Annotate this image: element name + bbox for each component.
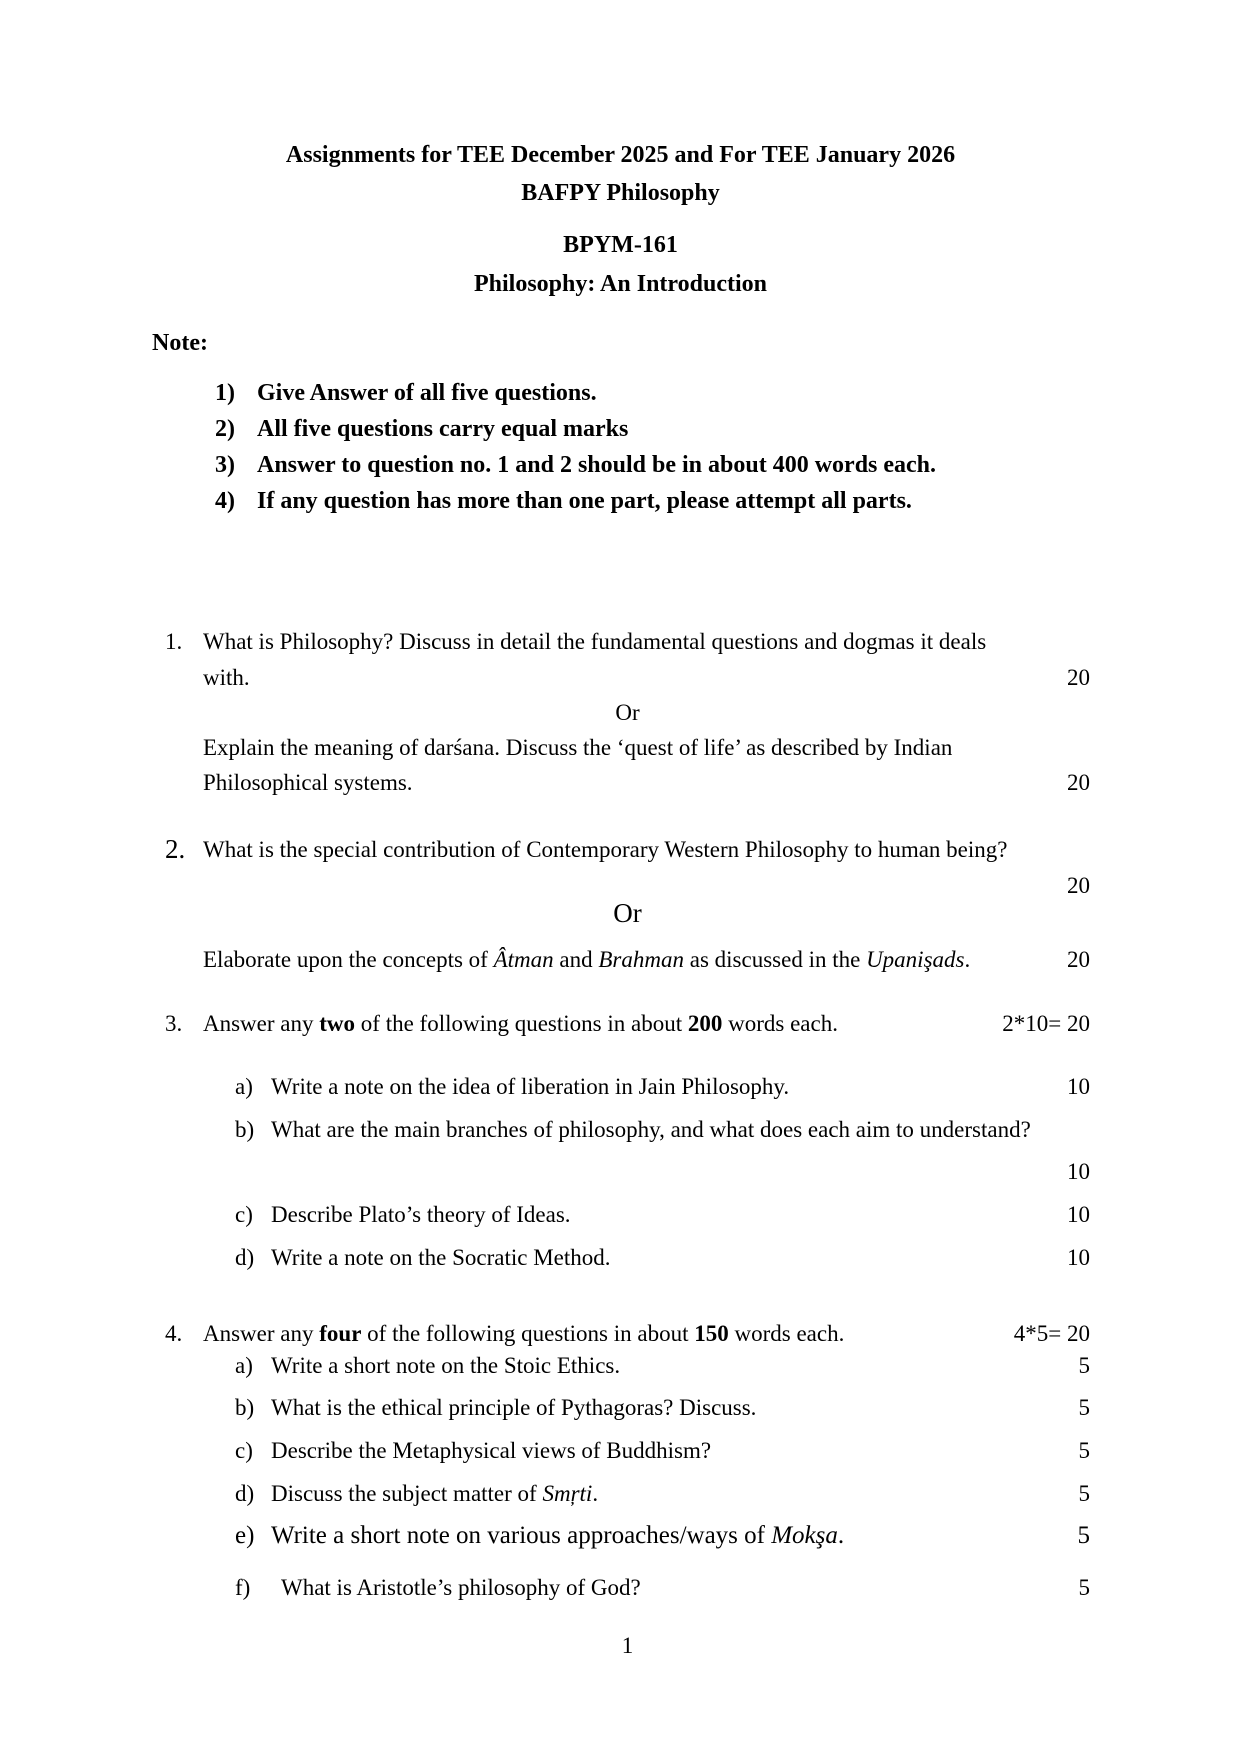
note-item-number: 3) [215, 452, 235, 478]
question-1-or-separator: Or [615, 700, 640, 725]
note-item [215, 483, 1115, 519]
doc-course-title: Philosophy: An Introduction [474, 271, 767, 297]
bold-term: 150 [694, 1321, 729, 1346]
indent-spacer [165, 870, 203, 901]
note-item-text: All five questions carry equal marks [257, 416, 629, 442]
note-item [215, 375, 1115, 411]
italic-term-upanisads: Upanişads [866, 947, 965, 972]
text-fragment: . [837, 1522, 845, 1549]
item-letter: c) [235, 1438, 253, 1463]
text-fragment: Discuss the subject matter of [271, 1481, 543, 1506]
text-fragment: of the following questions in about [355, 1011, 688, 1036]
item-marks: 5 [1078, 1481, 1090, 1506]
question-4-item-b [235, 1392, 1090, 1423]
question-4-header [165, 1318, 1090, 1349]
item-marks: 5 [1077, 1522, 1090, 1549]
item-letter: b) [235, 1395, 255, 1420]
text-fragment: words each. [722, 1011, 838, 1036]
doc-title: Assignments for TEE December 2025 and For TEE January 2026 [285, 142, 956, 168]
item-letter: e) [235, 1522, 255, 1549]
note-item-number: 1) [215, 380, 235, 406]
question-2-number: 2. [165, 834, 186, 864]
item-text: Describe the Metaphysical views of Buddhism? [271, 1438, 712, 1463]
item-text: Describe Plato’s theory of Ideas. [271, 1202, 571, 1227]
item-letter: b) [235, 1117, 255, 1142]
text-fragment: Answer any [203, 1011, 320, 1036]
item-marks: 5 [1078, 1575, 1090, 1600]
question-3-text [203, 1008, 838, 1039]
question-3-header [165, 1008, 1090, 1039]
question-4-item-e [235, 1520, 1090, 1551]
italic-term-smrti: Smŗti [542, 1481, 593, 1506]
question-2-alt-text [203, 944, 970, 975]
item-text: What are the main branches of philosophy, and what does each aim to understand? [271, 1117, 1031, 1142]
doc-programme: BAFPY Philosophy [521, 180, 720, 206]
text-fragment: of the following questions in about [361, 1321, 695, 1346]
note-item [215, 411, 1115, 447]
question-2-marks-line [165, 870, 1090, 901]
question-1-text-continued: with. [203, 665, 250, 690]
question-1-number: 1. [165, 629, 183, 654]
item-text: Write a short note on the Stoic Ethics. [271, 1353, 621, 1378]
text-fragment: . [592, 1481, 599, 1506]
italic-term-atman: Âtman [493, 947, 554, 972]
question-1-alt-text: Explain the meaning of darśana. Discuss the ‘quest of life’ as described by Indian [203, 735, 953, 760]
item-letter: c) [235, 1202, 253, 1227]
question-2-line-1 [165, 834, 1090, 865]
item-text [271, 1478, 598, 1509]
question-2-marks: 20 [1067, 873, 1090, 898]
question-3-item-b [235, 1114, 1090, 1145]
text-fragment: Write a short note on various approaches/ways of [271, 1522, 772, 1549]
note-item [215, 447, 1115, 483]
note-list [215, 375, 1115, 519]
item-marks: 5 [1078, 1353, 1090, 1378]
question-3-item-b-marks-line [235, 1156, 1090, 1187]
text-fragment: as discussed in the [684, 947, 867, 972]
italic-term-moksa: Mokşa [771, 1522, 838, 1549]
item-text: Write a note on the idea of liberation in Jain Philosophy. [271, 1074, 790, 1099]
text-fragment: and [553, 947, 599, 972]
indent-spacer [165, 944, 203, 975]
question-2-text: What is the special contribution of Contemporary Western Philosophy to human being? [203, 837, 1008, 862]
item-letter: d) [235, 1481, 255, 1506]
note-item-text: If any question has more than one part, please attempt all parts. [257, 488, 912, 514]
item-marks: 10 [1067, 1202, 1090, 1227]
question-2-alt-marks: 20 [1067, 947, 1090, 972]
text-fragment: . [964, 947, 971, 972]
note-item-number: 4) [215, 488, 235, 514]
question-4-item-c [235, 1435, 1090, 1466]
bold-term: four [319, 1321, 362, 1346]
bold-term: 200 [687, 1011, 723, 1036]
question-1-alt-text-continued: Philosophical systems. [203, 770, 413, 795]
question-1-line-2 [165, 662, 1090, 693]
item-marks: 10 [1067, 1245, 1090, 1270]
item-text [271, 1520, 844, 1551]
item-marks: 10 [1067, 1074, 1090, 1099]
question-1-alt-marks: 20 [1067, 770, 1090, 795]
item-text: Write a note on the Socratic Method. [271, 1245, 611, 1270]
doc-course-code: BPYM-161 [563, 232, 678, 258]
question-4-text [203, 1318, 844, 1349]
question-3-item-a [235, 1071, 1090, 1102]
question-4-marks: 4*5= 20 [1013, 1321, 1090, 1346]
item-letter: f) [235, 1575, 251, 1600]
text-fragment: Answer any [203, 1321, 320, 1346]
text-fragment: words each. [728, 1321, 845, 1346]
question-3-item-d [235, 1242, 1090, 1273]
text-fragment: Elaborate upon the concepts of [203, 947, 494, 972]
question-1-alt-line-1 [165, 732, 1090, 763]
note-item-number: 2) [215, 416, 235, 442]
question-1-marks: 20 [1067, 665, 1090, 690]
question-4-item-d [235, 1478, 1090, 1509]
bold-term: two [319, 1011, 356, 1036]
item-marks: 5 [1078, 1438, 1090, 1463]
italic-term-brahman: Brahman [598, 947, 684, 972]
question-4-item-f [235, 1572, 1090, 1603]
question-4-item-a [235, 1350, 1090, 1381]
question-3-marks: 2*10= 20 [1002, 1011, 1090, 1036]
question-2-alt-line [165, 944, 1090, 975]
question-4-number: 4. [165, 1321, 183, 1346]
question-1-line-1 [165, 626, 1090, 657]
note-item-text: Answer to question no. 1 and 2 should be in about 400 words each. [257, 452, 937, 478]
item-marks: 5 [1078, 1395, 1090, 1420]
page-number: 1 [621, 1633, 634, 1658]
note-item-text: Give Answer of all five questions. [257, 380, 597, 406]
question-1-text: What is Philosophy? Discuss in detail the fundamental questions and dogmas it deals [203, 629, 987, 654]
indent-spacer [165, 662, 203, 693]
item-letter: a) [235, 1074, 253, 1099]
item-text: What is Aristotle’s philosophy of God? [281, 1575, 641, 1600]
question-2-or-separator: Or [613, 898, 642, 928]
indent-spacer [165, 767, 203, 798]
question-3-number: 3. [165, 1011, 183, 1036]
item-text: What is the ethical principle of Pythagoras? Discuss. [271, 1395, 757, 1420]
question-1-alt-line-2 [165, 767, 1090, 798]
item-letter: a) [235, 1353, 253, 1378]
question-3-item-c [235, 1199, 1090, 1230]
item-marks: 10 [1067, 1159, 1090, 1184]
item-letter: d) [235, 1245, 255, 1270]
indent-spacer [165, 732, 203, 763]
note-label: Note: [152, 330, 208, 356]
